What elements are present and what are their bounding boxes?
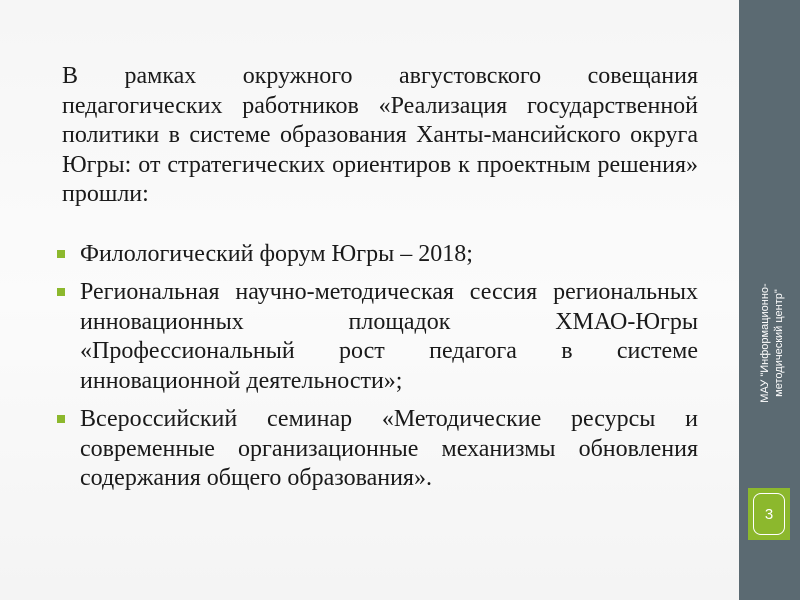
bullet-item [62,278,698,396]
organization-label-line: методический центр" [773,289,785,397]
bullet-list [62,240,698,494]
bullet-item [62,240,698,270]
organization-label [758,283,786,402]
square-bullet-icon [57,250,65,258]
bullet-text: Региональная научно-методическая сессия региональных инновационных площадок ХМАО-Югры «Профессиональный рост педагога в системе инновационной деятельности»; [80,279,698,394]
organization-label-line: МАУ "Информационно- [759,283,771,403]
bullet-item [62,405,698,494]
sidebar [739,0,800,600]
square-bullet-icon [57,288,65,296]
intro-paragraph: В рамках окружного августовского совещания педагогических работников «Реализация государственной политики в системе образования Ханты-мансийского округа Югры: от стратегических ориентиров к проектным решения» прошли: [62,63,698,207]
slide-content [62,62,698,503]
square-bullet-icon [57,415,65,423]
bullet-text: Филологический форум Югры – 2018; [80,240,473,267]
bullet-text: Всероссийский семинар «Методические ресурсы и современные организационные механизмы обновления содержания общего образования». [80,406,698,491]
page-number-badge [748,488,790,540]
page-number: 3 [764,505,774,523]
